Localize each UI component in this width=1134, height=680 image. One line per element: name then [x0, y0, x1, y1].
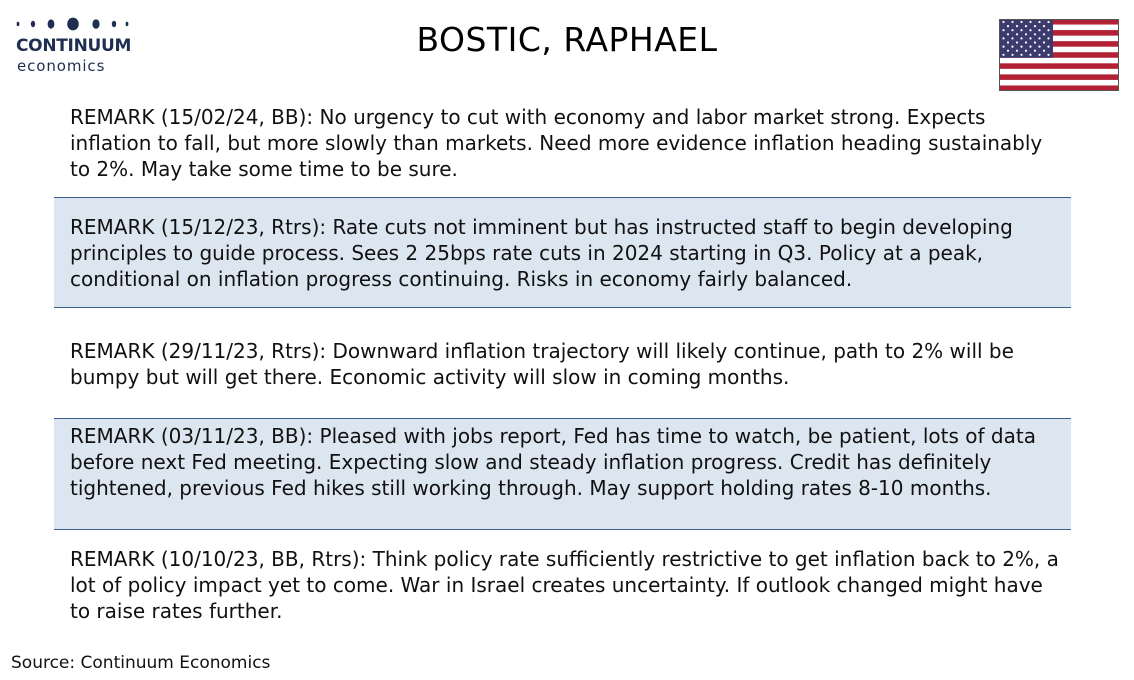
us-flag-icon	[999, 19, 1119, 91]
remark-item: REMARK (15/12/23, Rtrs): Rate cuts not imminent but has instructed staff to begin developing principles to guide process. Sees 2 25bps rate cuts in 2024 starting in Q3. Policy at a peak, conditional on inflation progress continuing. Risks in economy fairly balanced.	[54, 197, 1071, 308]
remark-item: REMARK (29/11/23, Rtrs): Downward inflation trajectory will likely continue, path to 2% will be bumpy but will get there. Economic activity will slow in coming months.	[70, 339, 1014, 389]
logo-wordmark: CONTINUUM	[16, 36, 132, 56]
page-title: BOSTIC, RAPHAEL	[416, 20, 718, 59]
remark-item: REMARK (10/10/23, BB, Rtrs): Think policy rate sufficiently restrictive to get inflation back to 2%, a lot of policy impact yet to come. War in Israel creates uncertainty. If outlook changed might have to raise rates further.	[70, 547, 1059, 623]
remark-item: REMARK (03/11/23, BB): Pleased with jobs report, Fed has time to watch, be patient, lots of data before next Fed meeting. Expecting slow and steady inflation progress. Credit has definitely tightened, previous Fed hikes still working through. May support holding rates 8-10 months.	[54, 418, 1071, 530]
remark-item: REMARK (15/02/24, BB): No urgency to cut with economy and labor market strong. Expects inflation to fall, but more slowly than markets. Need more evidence inflation heading sustainably to 2%. May take some time to be sure.	[70, 105, 1043, 181]
source-note: Source: Continuum Economics	[11, 653, 271, 673]
logo-subtitle: economics	[17, 57, 106, 75]
